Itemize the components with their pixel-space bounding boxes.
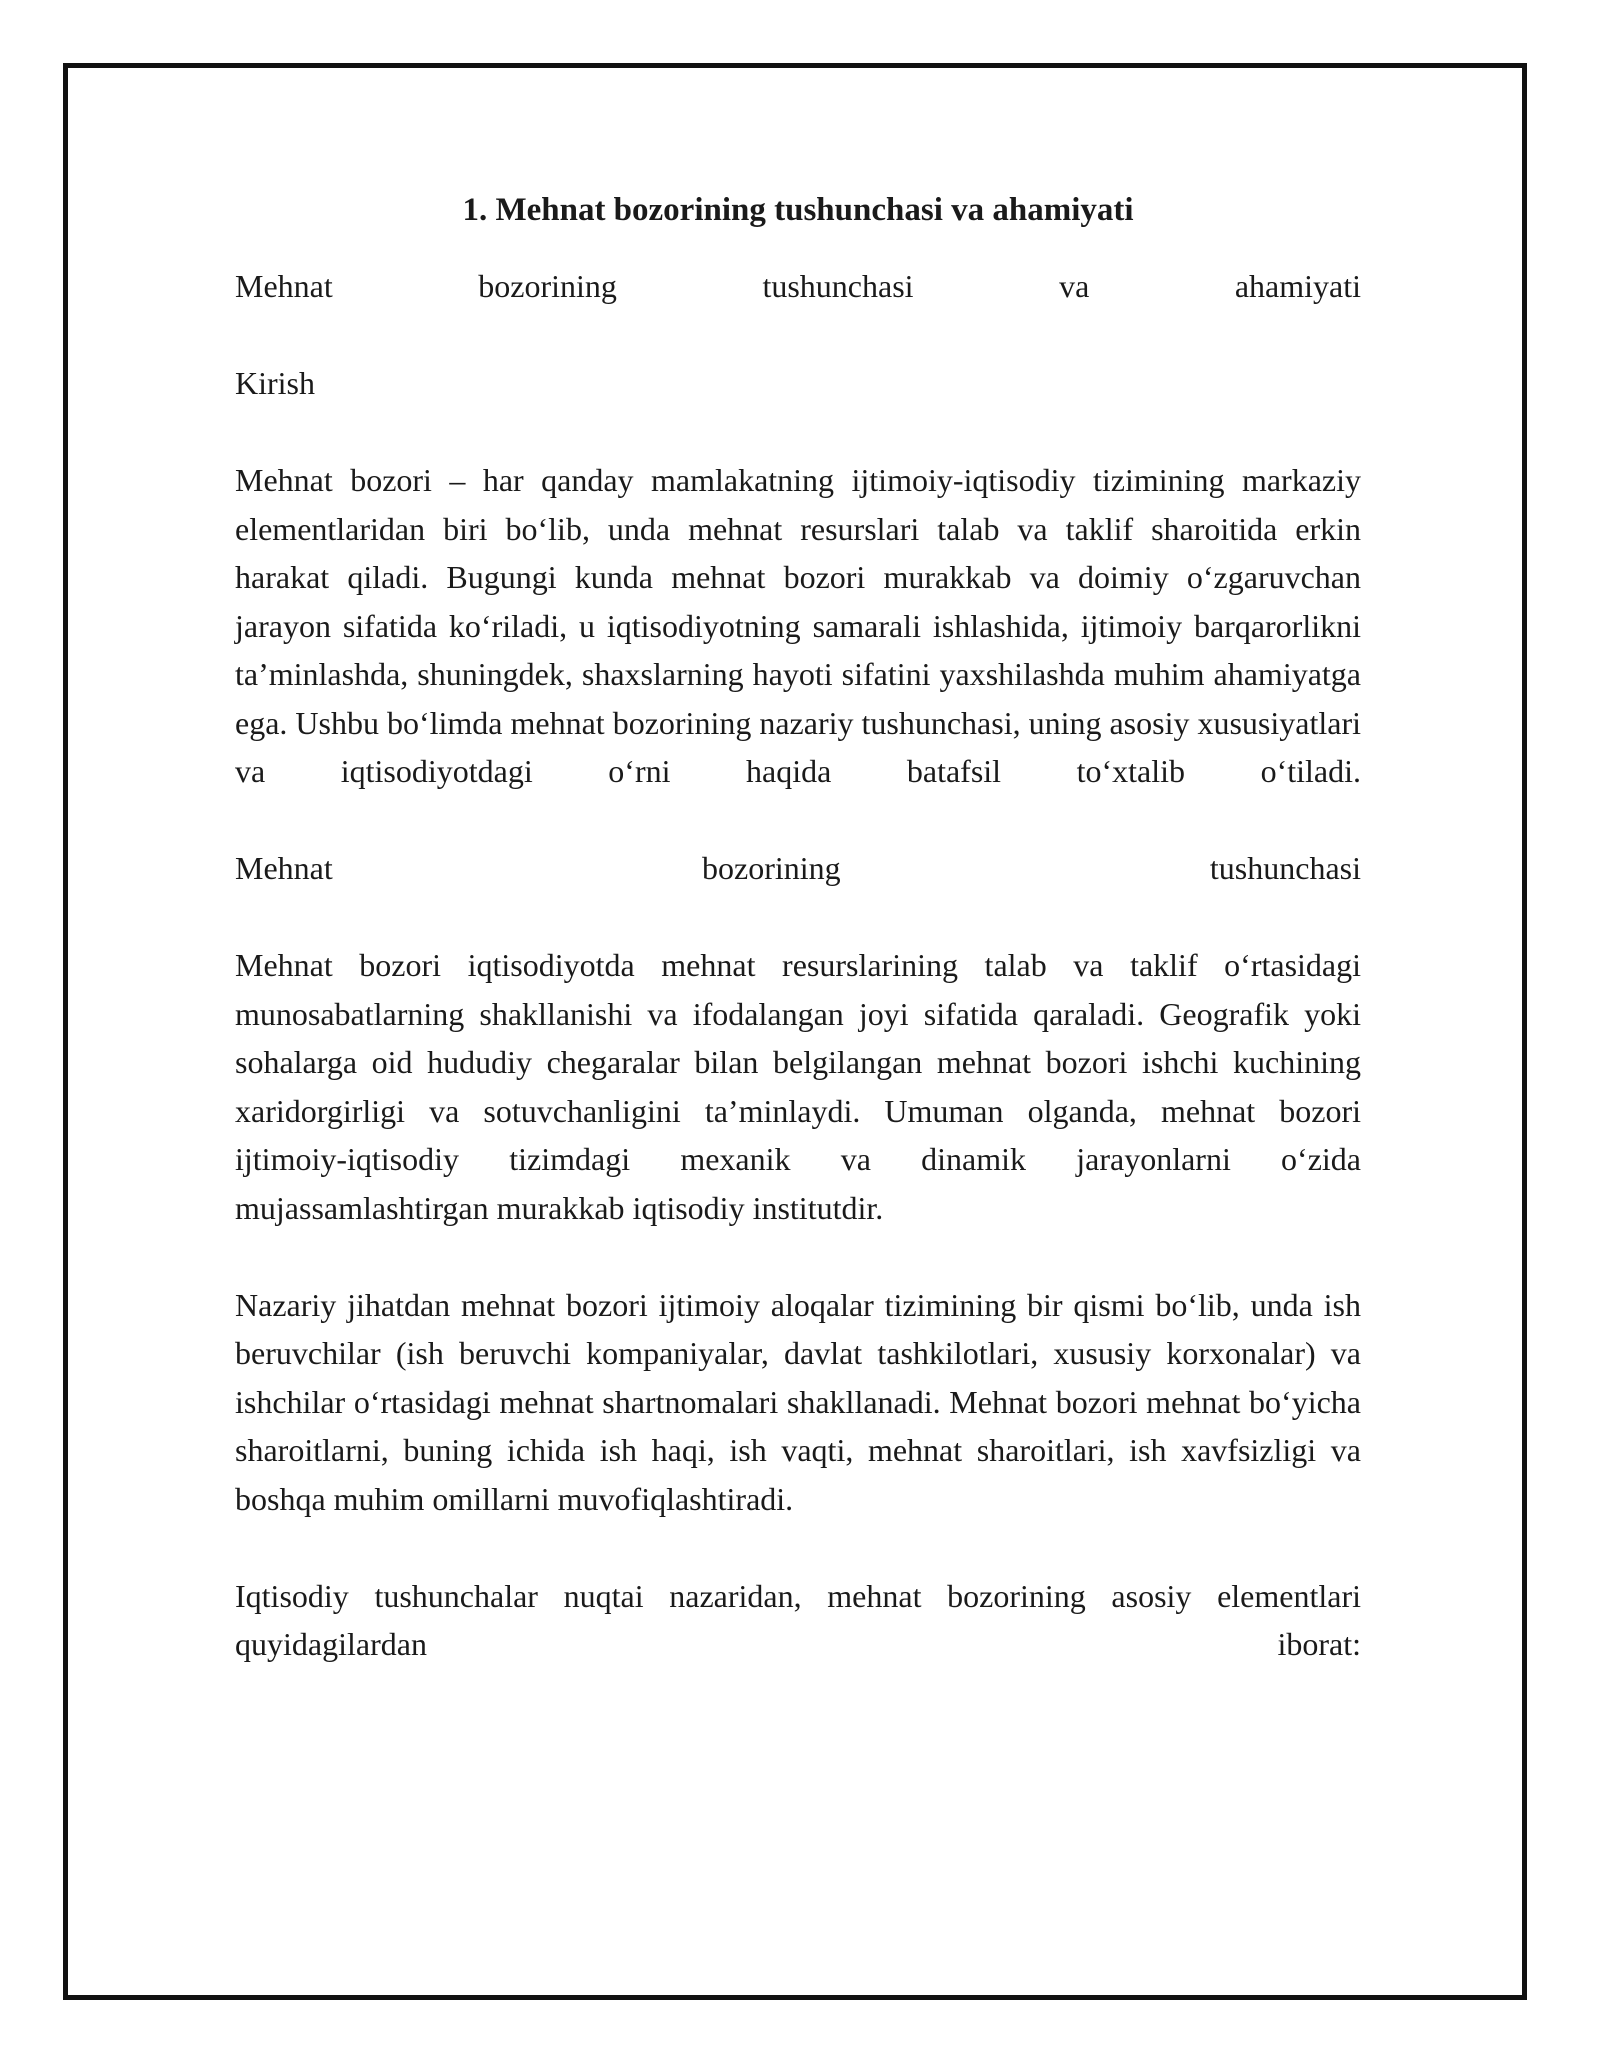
theory-paragraph: Nazariy jihatdan mehnat bozori ijtimoiy aloqalar tizimining bir qismi boʻlib, unda ish beruvchilar (ish beruvchi kompaniyalar, davlat tashkilotlari, xususiy korxonalar) va ishchilar oʻrtasidagi mehnat shartnomalari shakllanadi. Mehnat bozori mehnat boʻyicha sharoitlarni, buning ichida ish haqi, ish vaqti, mehnat sharoitlari, ish xavfsizligi va boshqa muhim omillarni muvofiqlashtiradi. [235,1286,1361,1517]
intro-paragraph: Mehnat bozori – har qanday mamlakatning ijtimoiy-iqtisodiy tizimining markaziy elementlaridan biri boʻlib, unda mehnat resurslari talab va taklif sharoitida erkin harakat qiladi. Bugungi kunda mehnat bozori murakkab va doimiy oʻzgaruvchan jarayon sifatida koʻriladi, u iqtisodiyotning samarali ishlashida, ijtimoiy barqarorlikni taʼminlashda, shuningdek, shaxslarning hayoti sifatini yaxshilashda muhim ahamiyatga ega. Ushbu boʻlimda mehnat bozorining nazariy tushunchasi, uning asosiy xususiyatlari va iqtisodiyotdagi oʻrni haqida batafsil toʻxtalib oʻtiladi. [235,462,1361,789]
document-body [235,188,1361,1717]
definition-paragraph: Mehnat bozori iqtisodiyotda mehnat resurslarining talab va taklif oʻrtasidagi munosabatlarning shakllanishi va ifodalangan joyi sifatida qaraladi. Geografik yoki sohalarga oid hududiy chegaralar bilan belgilangan mehnat bozori ishchi kuchining xaridorgirligi va sotuvchanligini taʼminlaydi. Umuman olganda, mehnat bozori ijtimoiy-iqtisodiy tizimdagi mexanik va dinamik jarayonlarni oʻzida mujassamlashtirgan murakkab iqtisodiy institutdir. [235,947,1361,1226]
subtitle-paragraph: Mehnat bozorining tushunchasi va ahamiyati [235,268,1361,304]
document-title: 1. Mehnat bozorining tushunchasi va ahamiyati [462,192,1134,228]
intro-heading: Kirish [235,365,315,401]
section-heading: Mehnat bozorining tushunchasi [235,850,1361,886]
elements-paragraph: Iqtisodiy tushunchalar nuqtai nazaridan, mehnat bozorining asosiy elementlari quyidagilardan iborat: [235,1577,1361,1662]
